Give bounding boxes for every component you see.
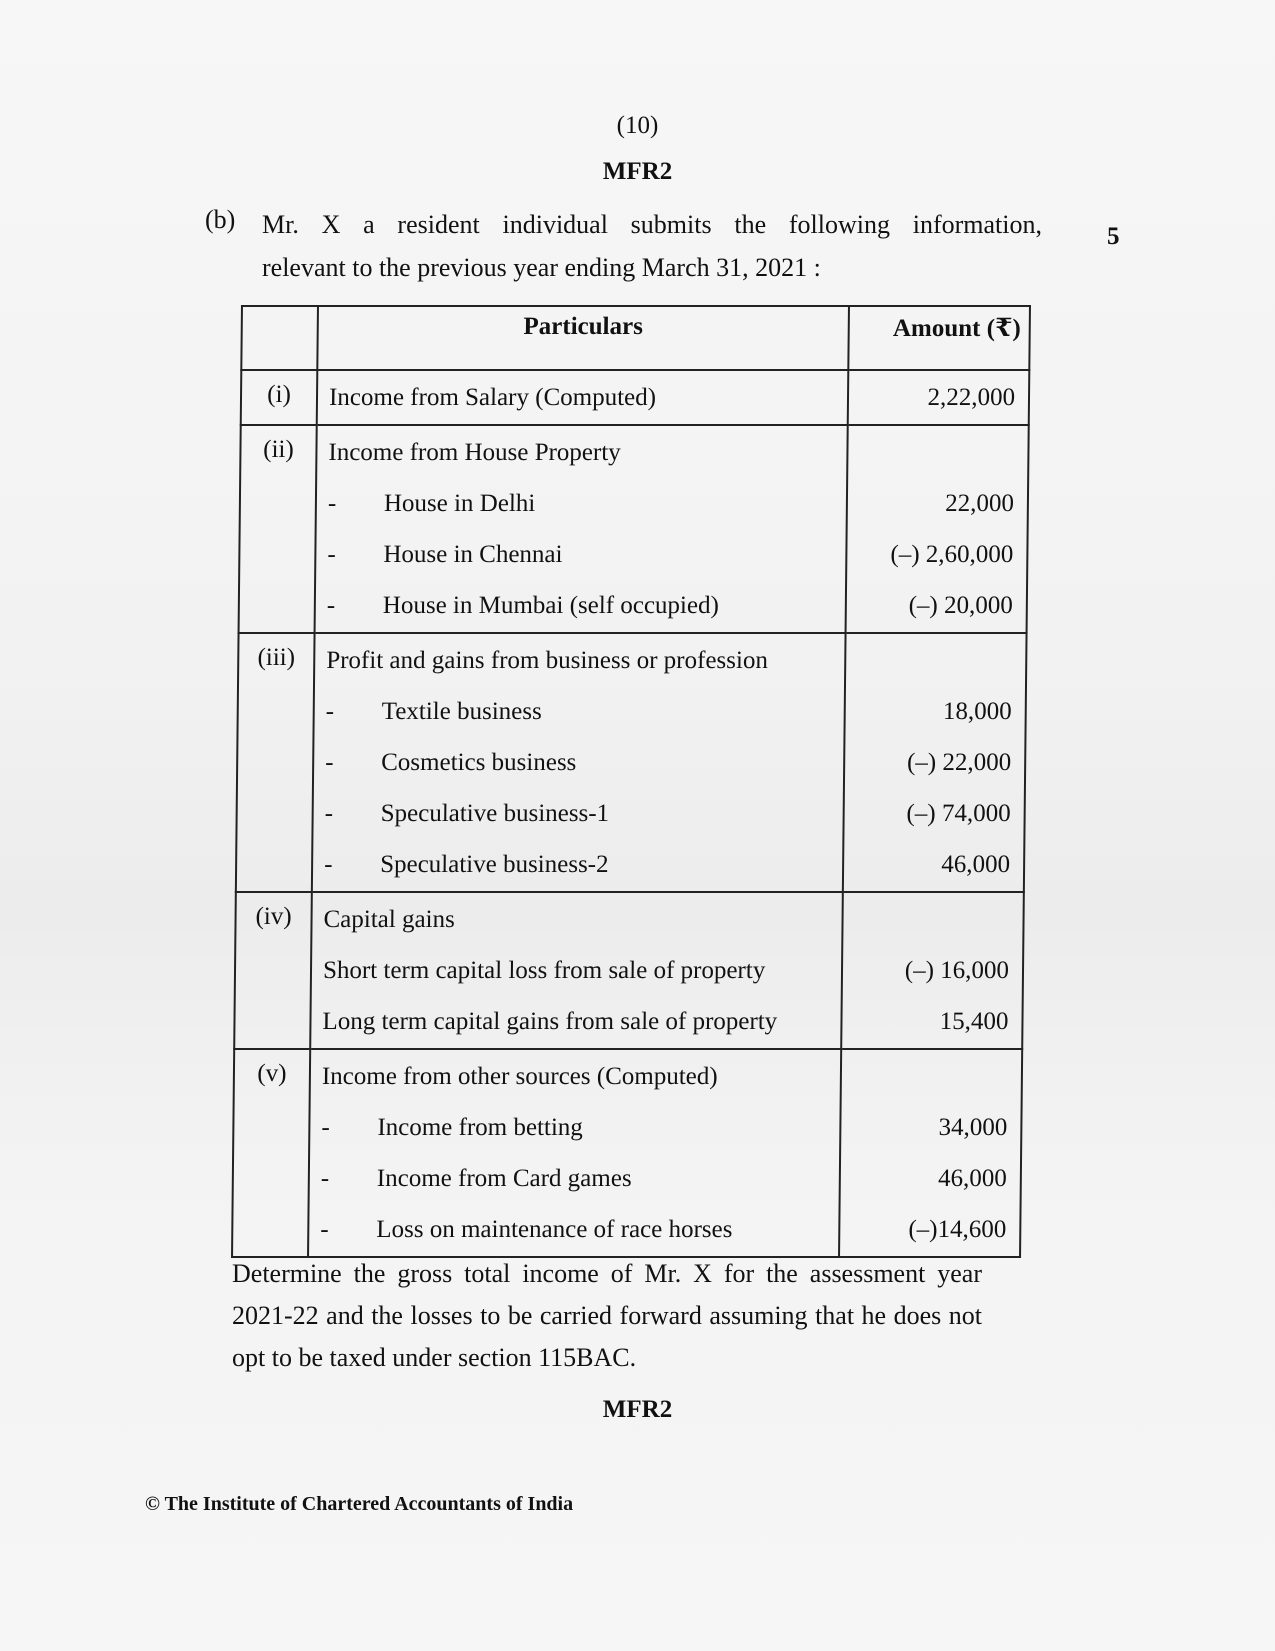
item-dash: - <box>326 592 336 619</box>
section-amounts <box>845 425 1028 633</box>
item-label: Cosmetics business <box>381 749 577 776</box>
question-marks: 5 <box>1107 223 1120 250</box>
item-amount: (–) 22,000 <box>906 749 1012 776</box>
item-dash: - <box>327 490 337 517</box>
section-particulars <box>308 1049 841 1257</box>
section-particulars <box>317 370 848 425</box>
section-title-amount <box>844 894 1022 945</box>
line-item <box>315 686 842 737</box>
item-label: Short term capital loss from sale of property <box>322 957 766 984</box>
section-title: Income from other sources (Computed) <box>321 1063 718 1090</box>
section-title-amount <box>849 427 1027 478</box>
section-title-amount <box>842 1051 1020 1102</box>
section-particulars <box>315 425 848 633</box>
table-row <box>236 633 1027 892</box>
line-item <box>313 945 840 996</box>
item-amount: 15,400 <box>939 1008 1009 1035</box>
item-label: Loss on maintenance of race horses <box>376 1216 733 1243</box>
section-number: (iv) <box>234 892 312 1049</box>
section-amounts <box>839 1049 1022 1257</box>
section-amounts <box>848 370 1030 425</box>
item-label: House in Chennai <box>383 541 563 568</box>
item-amount: 22,000 <box>945 490 1015 517</box>
question-intro-line: Mr. X a resident individual submits the following information, <box>262 210 1042 239</box>
item-amount: (–) 16,000 <box>904 957 1010 984</box>
line-item <box>315 737 842 788</box>
table-row <box>241 370 1030 425</box>
section-number: (v) <box>232 1049 310 1257</box>
question-intro <box>262 203 1042 289</box>
item-dash: - <box>321 1114 330 1141</box>
item-dash: - <box>327 541 336 568</box>
table-row <box>232 1049 1022 1257</box>
income-table <box>231 305 1031 1258</box>
section-number: (ii) <box>239 425 317 633</box>
instruction-line: Determine the gross total income of Mr. X for the assessment year <box>232 1259 982 1288</box>
question-intro-line: relevant to the previous year ending March 31, 2021 : <box>262 253 821 282</box>
item-dash: - <box>320 1216 329 1243</box>
item-amount: (–) 2,60,000 <box>890 541 1014 568</box>
item-dash: - <box>324 800 334 827</box>
section-number: (iii) <box>236 633 315 892</box>
line-item <box>310 1204 837 1255</box>
table-row <box>234 892 1024 1049</box>
item-label: Long term capital gains from sale of property <box>322 1008 778 1035</box>
line-item <box>314 839 841 890</box>
item-label: Speculative business-2 <box>380 851 609 878</box>
section-particulars <box>312 633 846 892</box>
item-dash: - <box>320 1165 330 1192</box>
section-title: Profit and gains from business or profession <box>326 647 769 674</box>
table-body <box>232 370 1029 1257</box>
item-amount: (–) 20,000 <box>908 592 1013 619</box>
instruction-text <box>232 1253 982 1379</box>
item-dash: - <box>325 749 334 776</box>
line-item <box>311 1102 838 1153</box>
paper-code-top: MFR2 <box>602 158 673 185</box>
section-number: (i) <box>241 370 318 425</box>
item-amount: 46,000 <box>941 851 1011 878</box>
section-title: Capital gains <box>323 906 455 933</box>
item-label: House in Delhi <box>383 490 536 517</box>
section-title-amount <box>847 635 1025 686</box>
item-label: Speculative business-1 <box>380 800 610 827</box>
item-dash: - <box>325 698 335 725</box>
item-amount: 34,000 <box>938 1114 1008 1141</box>
item-amount: 18,000 <box>942 698 1012 725</box>
section-amounts <box>841 892 1024 1049</box>
header-amount: Amount (₹) <box>848 306 1030 370</box>
item-label: House in Mumbai (self occupied) <box>382 592 720 619</box>
section-title: Income from House Property <box>328 439 621 466</box>
item-label: Textile business <box>381 698 542 725</box>
item-label: Income from betting <box>377 1114 584 1141</box>
line-item <box>317 580 844 631</box>
item-label: Income from Card games <box>376 1165 632 1192</box>
line-item <box>314 788 841 839</box>
section-title-amount: 2,22,000 <box>927 384 1016 411</box>
line-item <box>317 529 844 580</box>
section-title: Income from Salary (Computed) <box>328 384 657 411</box>
header-particulars: Particulars <box>317 306 848 370</box>
copyright-footer: © The Institute of Chartered Accountants of India <box>145 1493 574 1515</box>
line-item <box>318 478 845 529</box>
table-row <box>239 425 1029 633</box>
item-amount: 46,000 <box>937 1165 1007 1192</box>
item-dash: - <box>324 851 333 878</box>
instruction-line: opt to be taxed under section 115BAC. <box>232 1343 637 1372</box>
paper-code-bottom: MFR2 <box>602 1396 673 1423</box>
item-amount: (–) 74,000 <box>906 800 1011 827</box>
line-item <box>312 996 839 1047</box>
header-serial <box>241 306 318 370</box>
instruction-line: 2021-22 and the losses to be carried forward assuming that he does not <box>232 1301 982 1330</box>
section-amounts <box>843 633 1027 892</box>
page-number: (10) <box>616 112 659 139</box>
item-amount: (–)14,600 <box>908 1216 1007 1243</box>
section-particulars <box>310 892 842 1049</box>
table-header-row <box>241 306 1030 370</box>
line-item <box>311 1153 838 1204</box>
question-label: (b) <box>205 205 236 234</box>
